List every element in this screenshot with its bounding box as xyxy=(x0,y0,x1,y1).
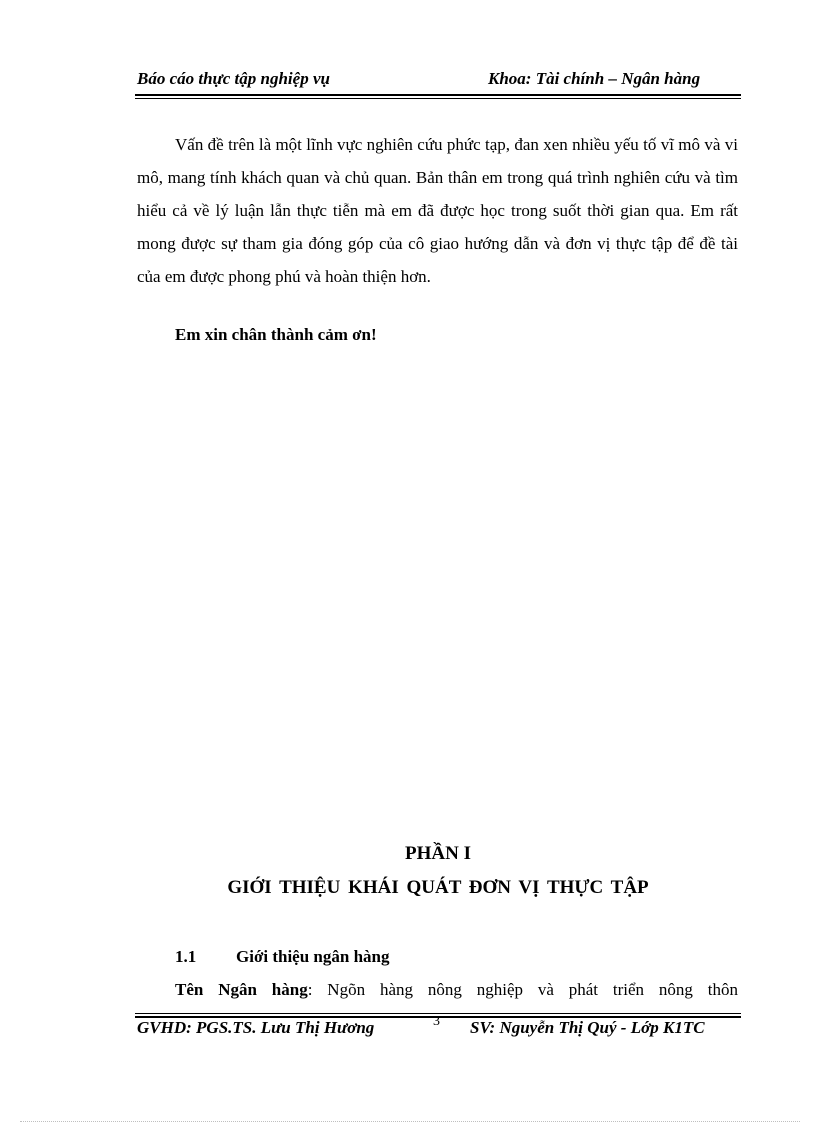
bank-name-label: Tên Ngân hàng xyxy=(175,980,308,999)
header-faculty: Khoa: Tài chính – Ngân hàng xyxy=(488,69,701,88)
header-report-title: Báo cáo thực tập nghiệp vụ xyxy=(137,69,330,88)
header-rule-thin xyxy=(135,98,741,99)
page-edge-dotted-line xyxy=(20,1121,800,1122)
body-paragraph: Vấn đề trên là một lĩnh vực nghiên cứu phức tạp, đan xen nhiều yếu tố vĩ mô và vi mô, mang tính khách quan và chủ quan. Bản thân em trong quá trình nghiên cứu và tìm hiểu cả về lý luận lẫn thực tiễn mà em đã được học trong suốt thời gian qua. Em rất mong được sự tham gia đóng góp của cô giao hướng dẫn và đơn vị thực tập để đề tài của em được phong phú và hoàn thiện hơn. xyxy=(137,135,738,286)
header-rule-thick xyxy=(135,94,741,96)
page-number: 3 xyxy=(433,1014,440,1029)
thanks-line: Em xin chân thành cảm ơn! xyxy=(175,325,377,344)
part-title: GIỚI THIỆU KHÁI QUÁT ĐƠN VỊ THỰC TẬP xyxy=(227,877,649,898)
bank-name-value: : Ngõn hàng nông nghiệp và phát triển nông thôn xyxy=(307,980,738,999)
footer-student: SV: Nguyễn Thị Quý - Lớp K1TC xyxy=(470,1018,705,1037)
part-number: PHẦN I xyxy=(405,843,471,864)
bank-name-line xyxy=(175,980,738,1000)
footer-supervisor: GVHD: PGS.TS. Lưu Thị Hương xyxy=(137,1018,375,1037)
section-number: 1.1 xyxy=(175,947,197,966)
section-title: Giới thiệu ngân hàng xyxy=(236,947,390,966)
